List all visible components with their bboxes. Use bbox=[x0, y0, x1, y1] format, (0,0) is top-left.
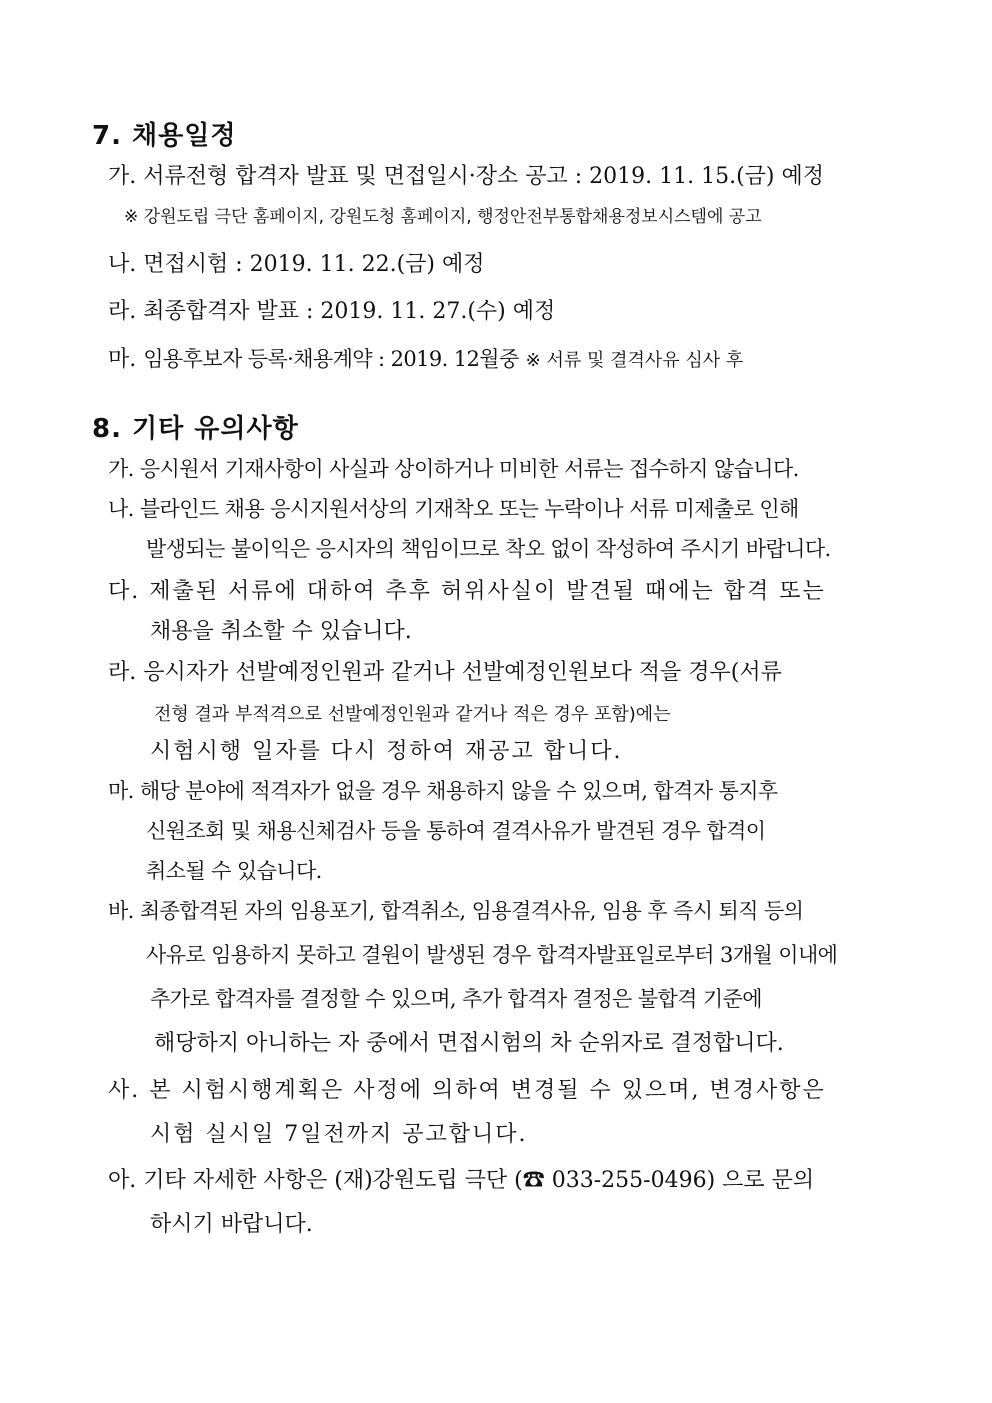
notice-item-ba bbox=[108, 896, 803, 926]
notice-item-ga bbox=[108, 454, 799, 484]
item-marker: 마. bbox=[108, 779, 134, 803]
item-line: 하시기 바랍니다. bbox=[150, 1212, 313, 1237]
item-line: 본 시험시행계획은 사정에 의하여 변경될 수 있으며, 변경사항은 bbox=[149, 1078, 826, 1103]
item-line: 시험 실시일 7일전까지 공고합니다. bbox=[150, 1122, 528, 1147]
schedule-item-ga bbox=[108, 162, 824, 192]
schedule-note: ※ 강원도립 극단 홈페이지, 강원도청 홈페이지, 행정안전부통합채용정보시스템에 공고 bbox=[124, 207, 762, 227]
item-line: 발생되는 불이익은 응시자의 책임이므로 착오 없이 작성하여 주시기 바랍니다. bbox=[146, 537, 831, 561]
item-marker: 마. bbox=[108, 347, 137, 372]
notice-item-sa bbox=[108, 1076, 826, 1106]
item-marker: 아. bbox=[108, 1168, 137, 1193]
schedule-item-ra bbox=[108, 297, 555, 327]
notice-item-ma bbox=[108, 776, 778, 806]
section-8-title: 8. 기타 유의사항 bbox=[92, 414, 299, 444]
item-line: 추가로 합격자를 결정할 수 있으며, 추가 합격자 결정은 불합격 기준에 bbox=[150, 987, 762, 1011]
item-line: 전형 결과 부적격으로 선발예정인원과 같거나 적은 경우 포함)에는 bbox=[154, 704, 671, 725]
item-line: 취소될 수 있습니다. bbox=[146, 859, 322, 883]
item-marker: 라. bbox=[108, 660, 137, 685]
item-line: 시험시행 일자를 다시 정하여 재공고 합니다. bbox=[150, 739, 623, 764]
item-line: 사유로 임용하지 못하고 결원이 발생된 경우 합격자발표일로부터 3개월 이내에 bbox=[146, 943, 838, 967]
item-marker: 가. bbox=[108, 457, 134, 481]
item-line: 응시자가 선발예정인원과 같거나 선발예정인원보다 적을 경우(서류 bbox=[143, 660, 782, 685]
schedule-item-ma bbox=[108, 344, 743, 376]
item-marker: 나. bbox=[108, 497, 134, 521]
item-marker: 바. bbox=[108, 899, 134, 923]
item-text: 최종합격자 발표 : 2019. 11. 27.(수) 예정 bbox=[143, 299, 556, 324]
item-line: 신원조회 및 채용신체검사 등을 통하여 결격사유가 발견된 경우 합격이 bbox=[146, 819, 766, 843]
item-line: 제출된 서류에 대하여 추후 허위사실이 발견될 때에는 합격 또는 bbox=[149, 579, 826, 604]
item-marker: 사. bbox=[108, 1078, 141, 1103]
item-marker: 라. bbox=[108, 299, 137, 324]
notice-item-na bbox=[108, 494, 799, 524]
item-note: ※ 서류 및 결격사유 심사 후 bbox=[525, 350, 744, 371]
item-line: 응시원서 기재사항이 사실과 상이하거나 미비한 서류는 접수하지 않습니다. bbox=[139, 457, 799, 481]
item-line: 기타 자세한 사항은 (재)강원도립 극단 (☎ 033-255-0496) 으로 문의 bbox=[143, 1168, 815, 1193]
notice-item-da bbox=[108, 577, 826, 607]
item-line: 블라인드 채용 응시지원서상의 기재착오 또는 누락이나 서류 미제출로 인해 bbox=[139, 497, 799, 521]
section-7-title: 7. 채용일정 bbox=[92, 121, 237, 151]
schedule-item-na bbox=[108, 250, 485, 280]
item-line: 채용을 취소할 수 있습니다. bbox=[150, 619, 412, 644]
item-line: 해당하지 아니하는 자 중에서 면접시험의 차 순위자로 결정합니다. bbox=[154, 1031, 784, 1056]
notice-item-a bbox=[108, 1166, 814, 1196]
item-text: 임용후보자 등록·채용계약 : 2019. 12월중 bbox=[143, 347, 519, 371]
item-line: 해당 분야에 적격자가 없을 경우 채용하지 않을 수 있으며, 합격자 통지후 bbox=[139, 779, 778, 803]
item-marker: 다. bbox=[108, 579, 141, 604]
item-line: 최종합격된 자의 임용포기, 합격취소, 임용결격사유, 임용 후 즉시 퇴직 등의 bbox=[139, 899, 804, 923]
item-marker: 나. bbox=[108, 252, 137, 277]
item-marker: 가. bbox=[108, 164, 137, 189]
notice-item-ra bbox=[108, 658, 782, 688]
item-text: 서류전형 합격자 발표 및 면접일시·장소 공고 : 2019. 11. 15.(금) 예정 bbox=[143, 164, 825, 189]
item-text: 면접시험 : 2019. 11. 22.(금) 예정 bbox=[143, 252, 485, 277]
